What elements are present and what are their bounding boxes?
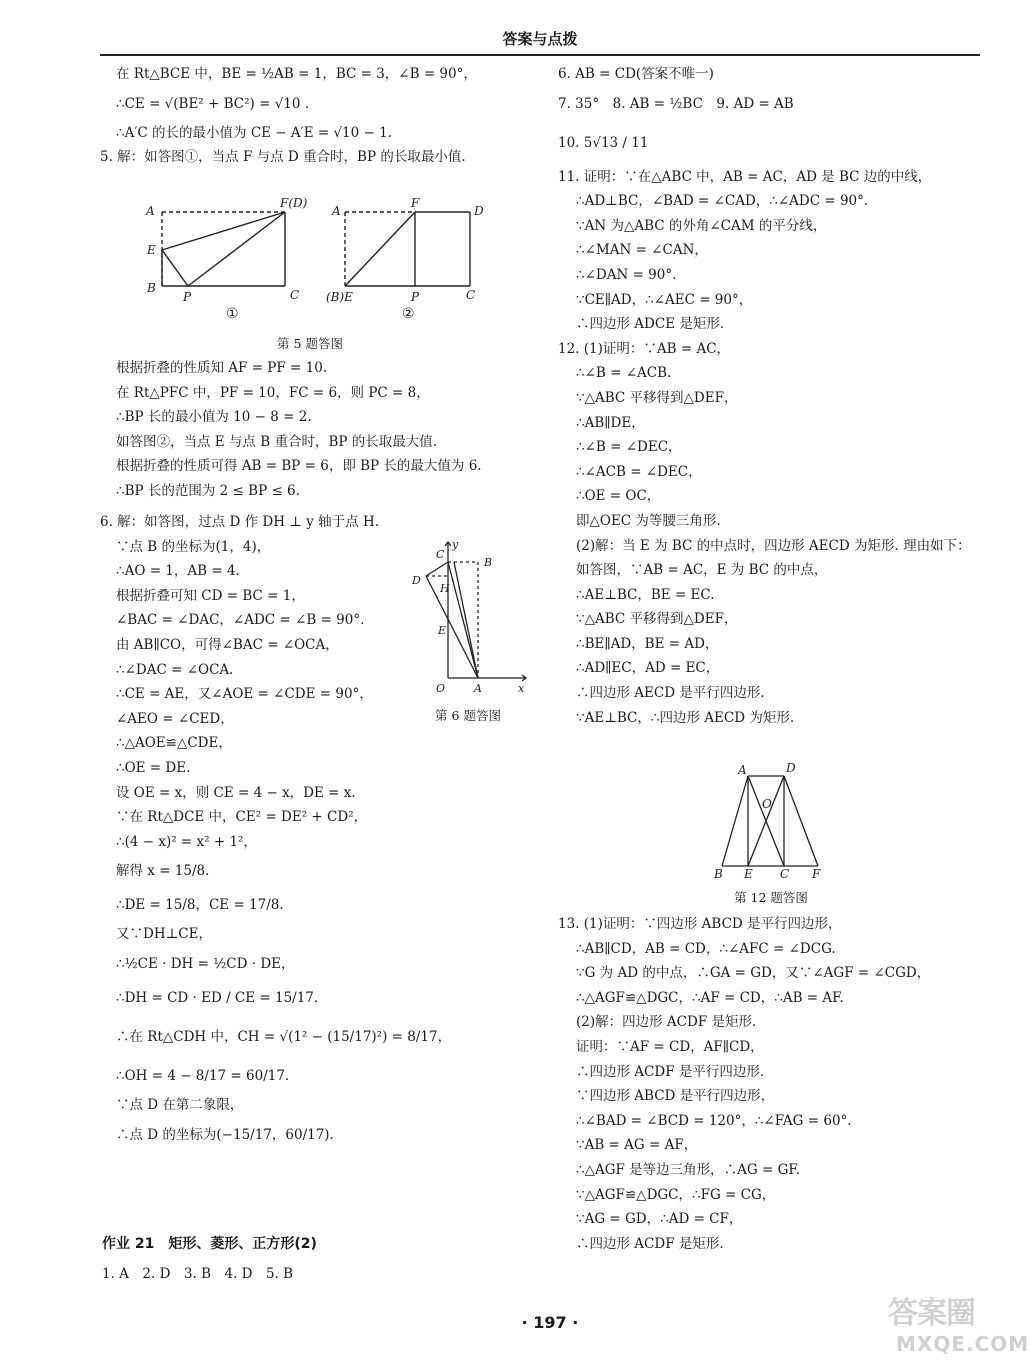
- text-line: ∵AG = GD，∴AD = CF，: [576, 1211, 743, 1228]
- text-line: ∴AD⊥BC，∠BAD = ∠CAD，∴∠ADC = 90°.: [576, 193, 869, 210]
- text-line: 如答图，∵AB = AC，E 为 BC 的中点，: [576, 562, 828, 579]
- fig6-label: O: [436, 682, 446, 695]
- text-line: ∵△ABC 平移得到△DEF，: [576, 389, 738, 406]
- text-line: ∵AN 为△ABC 的外角∠CAM 的平分线，: [576, 217, 827, 234]
- fig5-sub1-label: ①: [226, 306, 239, 322]
- header-rule: [100, 54, 980, 56]
- text-line: ∴AD∥EC，AD = EC，: [576, 660, 720, 677]
- text-line: 证明：∵AF = CD，AF∥CD，: [576, 1038, 764, 1055]
- text-line: ∴四边形 ACDF 是平行四边形.: [576, 1063, 765, 1080]
- text-line: ∴AE⊥BC，BE = EC.: [576, 586, 715, 603]
- text-line: 如答图②，当点 E 与点 B 重合时，BP 的长取最大值.: [116, 433, 438, 450]
- text-line: 在 Rt△PFC 中，PF = 10，FC = 6，则 PC = 8，: [116, 384, 430, 401]
- text-line: 设 OE = x，则 CE = 4 − x，DE = x.: [116, 784, 356, 801]
- fig12-label: E: [744, 867, 753, 881]
- text-line: ∴OH = 4 − 8/17 = 60/17.: [116, 1067, 290, 1084]
- fig5-label: F: [411, 196, 420, 210]
- fig12-label: D: [786, 761, 796, 775]
- text-line: ∠AEO = ∠CED，: [116, 710, 234, 727]
- text-line: ∴AB∥CD，AB = CD，∴∠AFC = ∠DCG.: [576, 940, 836, 957]
- text-line: 根据折叠的性质可得 AB = BP = 6，即 BP 长的最大值为 6.: [116, 458, 482, 475]
- text-line: ∴△AGF 是等边三角形，∴AG = GF.: [576, 1161, 800, 1178]
- text-line: ∴(4 − x)² = x² + 1²，: [116, 833, 257, 850]
- q11-heading: 11. 证明：∵在△ABC 中，AB = AC，AD 是 BC 边的中线，: [558, 168, 932, 185]
- fig12-label: B: [714, 867, 723, 881]
- text-line: ∵△AGF≌△DGC，∴FG = CG，: [576, 1186, 776, 1203]
- watermark-logo: [888, 1288, 1029, 1363]
- watermark-sub: MXQE.COM: [896, 1332, 1029, 1356]
- text-line: ∵CE∥AD，∴∠AEC = 90°，: [576, 291, 753, 308]
- text-line: ∴四边形 ACDF 是矩形.: [576, 1235, 724, 1252]
- text-line: 6. AB = CD(答案不唯一): [558, 66, 714, 82]
- q12-heading: 12. (1)证明：∵AB = AC，: [558, 340, 731, 357]
- fig5-label: C: [466, 288, 476, 302]
- figure-6-drawing: [404, 536, 534, 696]
- figure-6-caption: 第 6 题答图: [435, 708, 501, 723]
- fig5-label: B: [147, 281, 156, 295]
- fig5-label: A: [332, 204, 341, 218]
- fig6-label: x: [518, 682, 525, 695]
- text-line: ∵△ABC 平移得到△DEF，: [576, 611, 738, 628]
- text-line: 根据折叠的性质知 AF = PF = 10.: [116, 360, 328, 376]
- text-line: ∴∠B = ∠DEC，: [576, 439, 682, 456]
- text-line: 10. 5√13 / 11: [558, 134, 649, 151]
- watermark-text: 答案圈: [888, 1296, 975, 1331]
- text-line: ∴△AOE≌△CDE，: [116, 735, 232, 752]
- text-line: ∴∠B = ∠ACB.: [576, 365, 672, 382]
- text-line: 7. 35° 8. AB = ½BC 9. AD = AB: [558, 95, 794, 112]
- figure-5-drawing: [140, 194, 484, 324]
- text-line: ∵AB = AG = AF，: [576, 1137, 698, 1154]
- q13-heading: 13. (1)证明：∵四边形 ABCD 是平行四边形，: [558, 916, 842, 932]
- text-line: ∴OE = OC，: [576, 488, 661, 505]
- fig5-label: (B)E: [326, 290, 353, 304]
- fig5-label: E: [147, 243, 156, 257]
- left-column: [100, 62, 530, 170]
- fig6-label: D: [412, 574, 421, 587]
- text-line: ∴OE = DE.: [116, 759, 191, 776]
- text-line: ∴BP 长的最小值为 10 − 8 = 2.: [116, 409, 312, 426]
- figure-6: [404, 536, 534, 696]
- left-column-q6: [100, 510, 452, 1152]
- text-line: ∴DE = 15/8，CE = 17/8.: [116, 897, 284, 914]
- text-line: ∠BAC = ∠DAC，∠ADC = ∠B = 90°.: [116, 612, 365, 629]
- text-line: ∴四边形 ADCE 是矩形.: [576, 316, 725, 333]
- text-line: ∴CE = √(BE² + BC²) = √10 .: [116, 95, 310, 112]
- text-line: ∵G 为 AD 的中点，∴GA = GD，又∵∠AGF = ∠CGD，: [576, 965, 931, 982]
- page-header-title: 答案与点拨: [502, 30, 578, 48]
- figure-5-caption: 第 5 题答图: [277, 336, 343, 351]
- q5-heading: 5. 解：如答图①，当点 F 与点 D 重合时，BP 的长取最小值.: [100, 149, 466, 166]
- fig6-label: B: [484, 556, 493, 569]
- text-line: ∴∠DAC = ∠OCA.: [116, 661, 234, 678]
- text-line: ∵AE⊥BC，∴四边形 AECD 为矩形.: [576, 709, 795, 726]
- figure-12-caption: 第 12 题答图: [734, 890, 808, 905]
- page-number: · 197 ·: [521, 1313, 579, 1332]
- figure-12: [706, 760, 836, 880]
- text-line: 解得 x = 15/8.: [116, 863, 210, 880]
- text-line: ∴½CE · DH = ½CD · DE，: [116, 955, 295, 972]
- text-line: ∴点 D 的坐标为(−15/17，60/17).: [116, 1126, 334, 1143]
- text-line: ∴DH = CD · ED / CE = 15/17.: [116, 989, 319, 1006]
- fig12-label: F: [812, 867, 821, 881]
- fig6-label: A: [474, 682, 482, 695]
- text-line: ∴BP 长的范围为 2 ≤ BP ≤ 6.: [116, 482, 300, 499]
- q6-heading: 6. 解：如答图，过点 D 作 DH ⊥ y 轴于点 H.: [100, 514, 380, 530]
- text-line: 即△OEC 为等腰三角形.: [576, 512, 721, 529]
- text-line: ∴四边形 AECD 是平行四边形.: [576, 685, 765, 702]
- text-line: 由 AB∥CO，可得∠BAC = ∠OCA，: [116, 636, 339, 653]
- text-line: ∴∠BAD = ∠BCD = 120°，∴∠FAG = 60°.: [576, 1112, 852, 1129]
- figure-5: [140, 194, 484, 324]
- text-line: ∴在 Rt△CDH 中，CH = √(1² − (15/17)²) = 8/17，: [116, 1028, 452, 1045]
- text-line: 根据折叠可知 CD = BC = 1，: [116, 587, 305, 604]
- text-line: ∴AO = 1，AB = 4.: [116, 563, 240, 580]
- text-line: ∴∠MAN = ∠CAN，: [576, 242, 708, 259]
- text-line: ∴CE = AE，又∠AOE = ∠CDE = 90°，: [116, 686, 373, 703]
- fig5-label: D: [474, 204, 484, 218]
- fig12-label: A: [738, 763, 747, 777]
- text-line: ∴∠DAN = 90°.: [576, 266, 677, 283]
- right-column-q13: [558, 912, 988, 1256]
- fig12-label: C: [780, 867, 790, 881]
- section-title: 作业 21 矩形、菱形、正方形(2): [102, 1236, 317, 1252]
- text-line: 在 Rt△BCE 中，BE = ½AB = 1，BC = 3，∠B = 90°，: [116, 66, 477, 82]
- fig6-label: C: [436, 548, 445, 561]
- fig5-label: C: [290, 288, 300, 302]
- section-answers: 1. A 2. D 3. B 4. D 5. B: [102, 1266, 294, 1282]
- text-line: ∴∠ACB = ∠DEC，: [576, 463, 702, 480]
- fig5-label: F(D): [280, 196, 308, 210]
- fig6-label: H: [440, 582, 450, 595]
- text-line: ∴△AGF≌△DGC，∴AF = CD，∴AB = AF.: [576, 989, 844, 1006]
- text-line: ∵四边形 ABCD 是平行四边形，: [576, 1088, 775, 1105]
- text-line: ∵在 Rt△DCE 中，CE² = DE² + CD²，: [116, 809, 368, 826]
- fig5-label: P: [183, 290, 192, 304]
- fig6-label: E: [438, 624, 447, 637]
- fig5-label: P: [411, 290, 420, 304]
- text-line: ∴AB∥DE，: [576, 414, 645, 431]
- right-column: [558, 62, 988, 730]
- text-line: (2)解：当 E 为 BC 的中点时，四边形 AECD 为矩形. 理由如下：: [576, 537, 971, 554]
- text-line: 又∵DH⊥CE，: [116, 926, 212, 943]
- text-line: ∵点 D 在第二象限，: [116, 1096, 244, 1113]
- fig5-sub2-label: ②: [402, 306, 415, 322]
- fig5-label: A: [146, 204, 155, 218]
- left-column-q5-body: [100, 356, 530, 504]
- text-line: ∵点 B 的坐标为(1，4)，: [116, 538, 271, 555]
- figure-12-drawing: [706, 760, 836, 880]
- text-line: ∴A′C 的长的最小值为 CE − A′E = √10 − 1.: [116, 124, 393, 141]
- fig12-label: O: [762, 797, 772, 811]
- fig6-label: y: [452, 538, 459, 551]
- text-line: ∴BE∥AD，BE = AD，: [576, 635, 719, 652]
- text-line: (2)解：四边形 ACDF 是矩形.: [576, 1014, 757, 1031]
